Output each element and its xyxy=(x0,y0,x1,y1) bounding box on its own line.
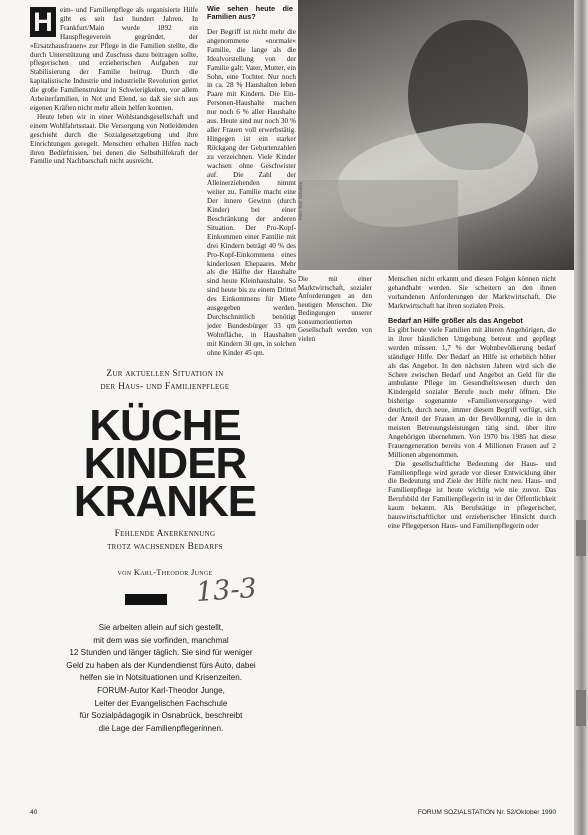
middle-paragraph-2: Die mit einer Marktwirtschaft, sozialer Anforderungen an den heutigen Menschen. Die Bedingungen unserer konsumorientierten Gesellschaft werden von vielen xyxy=(298,275,372,343)
right-subheading: Bedarf an Hilfe größer als das Angebot xyxy=(388,315,523,325)
intro-line: Geld zu haben als der Kundendienst fürs Auto, dabei xyxy=(66,660,256,670)
page-edge xyxy=(574,0,588,835)
right-article-column xyxy=(388,275,556,800)
title-line-kinder: KINDER xyxy=(83,439,247,488)
right-paragraph-1: Menschen nicht erkannt und diesen Folgen können nicht gehandhabt werden. Sie scheitern an den ihnen vorhandenen Anforderungen der Marktwirtschaft. Die Marktwirtschaft hat ihren sozialen Preis. xyxy=(388,275,556,310)
intro-line: helfen sie in Notsituationen und Krisenzeiten. xyxy=(80,673,242,683)
middle-subheading: Wie sehen heute die Familien aus? xyxy=(207,4,293,22)
headline-kicker-line-1: Zur aktuellen Situation in xyxy=(106,369,224,379)
middle-column-continued xyxy=(298,275,372,800)
intro-line: die Lage der Familienpflegerinnen. xyxy=(98,723,224,733)
caregiver-photo xyxy=(298,0,574,270)
intro-line: mit dem was sie vorfinden, manchmal xyxy=(93,635,229,645)
handwritten-note: 13-3 xyxy=(194,572,258,609)
middle-article-column xyxy=(207,5,293,23)
page-number: 40 xyxy=(30,809,38,816)
title-line-kranke: KRANKE xyxy=(73,477,257,526)
dropcap-letter: H xyxy=(30,7,56,37)
author-byline: von Karl-Theodor Junge xyxy=(117,567,213,577)
left-paragraph-2: Heute leben wir in einer Wohlstandsgesellschaft und einem Wohlfahrtsstaat. Die Versorgung von Notleidenden geschieht durch die Sozialgesetzgebung und ihre Einrichtungen geregelt. Menschen erhalten Hilfen nach ihren Bedürfnissen, bei denen die Selbsthilfekraft der Familie und Nachbarschaft nicht ausreicht. xyxy=(30,112,198,166)
subtitle-line-1: Fehlende Anerkennung xyxy=(114,529,216,539)
right-paragraph-3: Die gesellschaftliche Bedeutung der Haus- und Familienpflege wird gerade vor dieser Entwicklung über die Bedeutung und Ziele der Hilfe nicht neu. Haus- und Familienpflege ist heute wichtig wie nie zuvor. Das Berufsbild der Familienpflegerin ist in der Öffentlichkeit kaum bekannt. Als Berufstätige in pflegerischer, hauswirtschaftlicher und erzieherischer Hinsicht durch eine Pflegeperson Haus- und Familienpflegerin oder xyxy=(388,459,556,530)
black-bar-mark xyxy=(125,594,167,605)
intro-line: für Sozialpädagogik in Osnabrück, beschreibt xyxy=(79,711,243,721)
headline-kicker-line-2: der Haus- und Familienpflege xyxy=(100,382,230,392)
intro-line: FORUM-Autor Karl-Theodor Junge, xyxy=(97,685,225,695)
intro-line: Leiter der Evangelischen Fachschule xyxy=(94,698,228,708)
intro-teaser xyxy=(30,622,292,735)
middle-paragraph-1: Der Begriff ist nicht mehr die angenommene »normale« Familie, die lange als die Idealvorstellung von der Familie galt: Vater, Mutter, ein Sohn, eine Tochter. Nur noch in ca. 28 % Haushalten leben Paare mit Kindern. Die Ein-Personen-Haushalte machen nur noch 6 % aller Haushalte aus. Heute sind nur noch 30 % aller Frauen voll erwerbstätig. Hingegen ist ein starker Rückgang der Geburtenzahlen zu verzeichnen. Viele Kinder wachsen ohne Geschwister auf. Die Zahl der Alleinerziehenden nimmt weiter zu. Familie macht eine Der innere Gewinn (durch Kinder) bei einer Beschränkung der anderen Situation. Der Pro-Kopf-Einkommen einer Familie mit drei Kindern beträgt 40 % des Pro-Kopf-Einkommens eines kinderlosen Ehepaares. Mehr als die Hälfte der Haushalte sind heute Kleinhaushalte. So sind heute bis zu einem Drittel des Einkommens für Miete ausgegeben werden. Durchschnittlich benötigt jeder Bundesbürger 33 qm Wohnfläche, in Haushalten mit Kindern 30 qm, in solchen ohne Kinder 45 qm. xyxy=(207,28,296,357)
intro-line: 12 Stunden und länger täglich. Sie sind für weniger xyxy=(69,648,253,658)
left-paragraph-1: H eim- und Familienpflege als organisierte Hilfe gibt es seit fast hundert Jahren. In Frankfurt/Main wurde 1892 ein Hauspflegeverein gegründet, der »Ersatzhausfrauen« zur Pflege in die Familien stellte, die durch Unterstützung und Zuschuss dazu beitragen sollte, pflegerischen und erzieherischen Aufgaben zur Stabilisierung der Familie beitrug. Durch die kapitalistische Industrie und industrielle Revolution geriet die große Familienstruktur in Schwierigkeiten, vor allem Arbeiterfamilien, in Not und Elend, so daß sie sich aus eigenen Kräften nicht mehr allein helfen konnten. xyxy=(30,6,198,112)
photo-credit: Foto: Rolf Schulten xyxy=(298,181,303,220)
middle-column-body xyxy=(207,28,296,357)
magazine-footer: FORUM SOZIALSTATION Nr. 52/Oktober 1990 xyxy=(417,809,556,816)
right-paragraph-2: Es gibt heute viele Familien mit älteren Angehörigen, die in ihrer häuslichen Umgebung betreut und gepflegt werden müssen. 1,7 % der Wohnbevölkerung bedarf ständiger Hilfe. Der Bedarf an Hilfe ist erheblich höher als das Angebot. In den nächsten Jahren wird sich die Schere zwischen Bedarf und Angebot an Geld für die ambulante Pflege im Gesundheitswesen durch den Kindergeld sozialer Berufe noch mehr öffnen. Die bisherige sogenannte »Familienversorgung« wird deutlich, durch neue, immer diesem Begriff verfügt, sich der Anteil der Frauen an der Bevölkerung, die in den meisten Betreuungsleistungen tätig sind, über ihre Angehörigen übernehmen. Von 1970 bis 1985 hat diese Frauengeneration bereits von 4 Millionen Frauen auf 2 Millionen abgenommen. xyxy=(388,326,556,459)
subtitle-line-2: trotz wachsenden Bedarfs xyxy=(107,542,223,552)
title-line-kueche: KÜCHE xyxy=(89,401,241,450)
left-article-column xyxy=(30,6,198,166)
intro-line: Sie arbeiten allein auf sich gestellt, xyxy=(98,623,224,632)
